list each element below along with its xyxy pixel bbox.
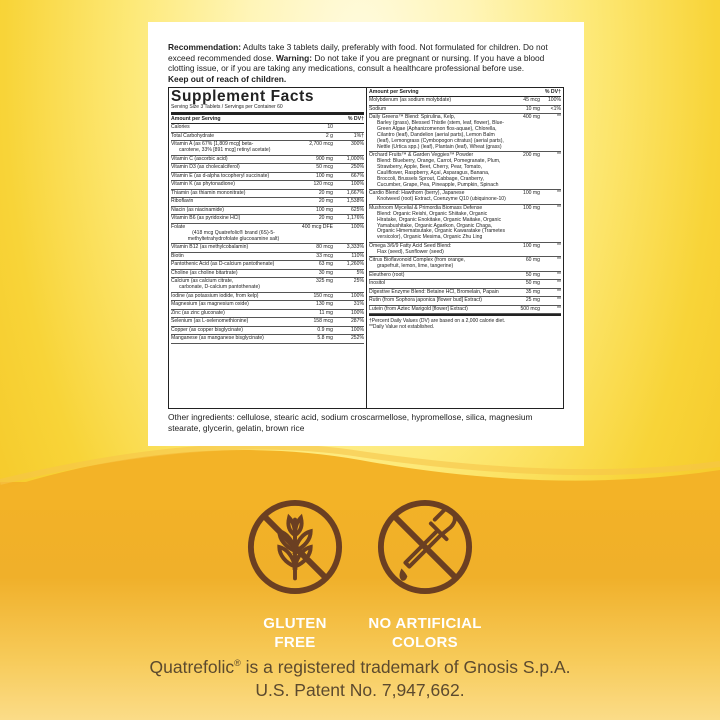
facts-row: Sodium 10 mg <1%	[369, 106, 561, 115]
right-rows	[369, 97, 561, 314]
facts-row: Calories 10	[171, 124, 364, 133]
facts-row: Vitamin E (as d-alpha tocopheryl succinate) 100 mg 667%	[171, 173, 364, 182]
facts-row: Mushroom Mycelial & Primordia Biomass Defense Blend: Organic Reishi, Organic Shiitake, Organic Hiratake, Organic Enokitake, Organic Maitake, Organic Yamabushitake, Organic Agarikon, Organic Chaga, Organic Himematsutake, Organic Kawaratake (Trametes versicolor), Organic Mesima, Organic Zhu Ling 100 mg **	[369, 205, 561, 243]
footnotes: †Percent Daily Values (DV) are based on a 2,000 calorie diet. **Daily Value not established.	[369, 314, 561, 330]
facts-row: Orchard Fruits™ & Garden Veggies™ Powder Blend: Blueberry, Orange, Carrot, Pomegranate, Plum, Strawberry, Apple, Beet, Cherry, Pear, Tomato, Cauliflower, Raspberry, Açaí, Asparagus, Banana, Broccoli, Brussels Sprout, Cabbage, Cranberry, Cucumber, Grape, Pea, Pineapple, Pumpkin, Spinach 200 mg **	[369, 152, 561, 190]
facts-row: Thiamin (as thiamin mononitrate) 20 mg 1,667%	[171, 190, 364, 199]
facts-row: Citrus Bioflavonoid Complex (from orange, grapefruit, lemon, lime, tangerine) 60 mg **	[369, 257, 561, 271]
facts-row: Inositol 50 mg **	[369, 280, 561, 289]
facts-row: Pantothenic Acid (as D-calcium pantothenate) 63 mg 1,260%	[171, 261, 364, 270]
facts-row: Calcium (as calcium citrate, carbonate, D-calcium pantothenate) 325 mg 25%	[171, 278, 364, 292]
facts-row: Vitamin B12 (as methylcobalamin) 80 mcg 3,333%	[171, 244, 364, 253]
facts-row: Manganese (as manganese bisglycinate) 5.8 mg 252%	[171, 335, 364, 344]
left-rows	[171, 124, 364, 343]
facts-row: Biotin 33 mcg 110%	[171, 253, 364, 262]
wheat-crossed-icon	[246, 498, 344, 596]
other-ingredients: Other ingredients: cellulose, stearic acid, sodium croscarmellose, hypromellose, silica, magnesium stearate, glycerin, gelatin, brown rice	[168, 412, 533, 433]
facts-row: Vitamin C (ascorbic acid) 900 mg 1,000%	[171, 156, 364, 165]
facts-row: Vitamin B6 (as pyridoxine HCl) 20 mg 1,176%	[171, 215, 364, 224]
facts-row: Vitamin K (as phytonadione) 120 mcg 100%	[171, 181, 364, 190]
facts-row: Choline (as choline bitartrate) 30 mg 5%	[171, 270, 364, 279]
keep-out-warning: Keep out of reach of children.	[168, 73, 287, 84]
amount-header: Amount per Serving % DV†	[171, 116, 364, 123]
facts-row: Daily Greens™ Blend: Spirulina, Kelp, Barley (grass), Blessed Thistle (stem, leaf, flower), Blue-Green Algae (Aphanizomenon flos-aquae), Chlorella, Cilantro (leaf), Dandelion (aerial parts), Lemon Balm (leaf), Lemongrass (Cymbopogon citratus) (aerial parts), Nettle (Urtica spp.) (leaf), Plantain (leaf), Wheat (grass) 400 mg **	[369, 114, 561, 152]
facts-title: Supplement Facts	[171, 88, 315, 106]
facts-row: Copper (as copper bisglycinate) 0.9 mg 100%	[171, 327, 364, 336]
facts-right-column	[367, 88, 563, 408]
facts-row: Selenium (as L-selenomethionine) 158 mcg 287%	[171, 318, 364, 327]
facts-row: Vitamin A (as 67% [1,809 mcg] beta- carotene, 33% [891 mcg] retinyl acetate) 2,700 mcg 300%	[171, 141, 364, 155]
facts-row: Eleuthero (root) 50 mg **	[369, 272, 561, 281]
facts-row: Digestive Enzyme Blend: Betaine HCl, Bromelain, Papain 35 mg **	[369, 289, 561, 298]
facts-left-column	[169, 88, 367, 408]
facts-row: Cardio Blend: Hawthorn (berry), Japanese Knotweed (root) Extract, Coenzyme Q10 (ubiquinone-10) 100 mg **	[369, 190, 561, 204]
amount-header-right: Amount per Serving % DV†	[369, 89, 561, 96]
no-artificial-colors-label: NO ARTIFICIAL COLORS	[368, 615, 482, 651]
facts-row: Molybdenum (as sodium molybdate) 45 mcg 100%	[369, 97, 561, 106]
facts-row: Riboflavin 20 mg 1,538%	[171, 198, 364, 207]
facts-row: Total Carbohydrate 2 g 1%†	[171, 133, 364, 142]
facts-row: Rutin (from Sophora japonica [flower bud] Extract) 25 mg **	[369, 297, 561, 306]
dropper-crossed-icon	[376, 498, 474, 596]
trademark-notice: Quatrefolic® is a registered trademark of Gnosis S.p.A. U.S. Patent No. 7,947,662.	[149, 656, 571, 700]
facts-row: Vitamin D3 (as cholecalciferol) 50 mcg 250%	[171, 164, 364, 173]
label-panel	[148, 22, 584, 446]
facts-row: Folate (418 mcg Quatrefolic® brand (6S)-5- methyltetrahydrofolate glucosamine salt) 400 mcg DFE 100%	[171, 224, 364, 244]
supplement-facts-table	[168, 87, 564, 409]
facts-row: Lutein (from Aztec Marigold [flower] Extract) 500 mcg **	[369, 306, 561, 315]
facts-row: Zinc (as zinc gluconate) 11 mg 100%	[171, 310, 364, 319]
recommendation-text: Recommendation: Adults take 3 tablets daily, preferably with food. Not formulated for children. Do not exceed recommended dose. Warning: Do not take if you are pregnant or nursing. If you have a blood clotting issue, or if you are taking any medications, consult a healthcare professional before use. Keep out of reach of children.	[168, 42, 548, 84]
facts-row: Magnesium (as magnesium oxide) 130 mg 31%	[171, 301, 364, 310]
facts-row: Omega 3/6/9 Fatty Acid Seed Blend: Flax (seed), Sunflower (seed) 100 mg **	[369, 243, 561, 257]
facts-row: Iodine (as potassium iodide, from kelp) 150 mcg 100%	[171, 293, 364, 302]
serving-info: Serving Size 3 Tablets / Servings per Container 60	[171, 104, 364, 115]
facts-row: Niacin (as niacinamide) 100 mg 625%	[171, 207, 364, 216]
gluten-free-label: GLUTEN FREE	[263, 615, 327, 651]
